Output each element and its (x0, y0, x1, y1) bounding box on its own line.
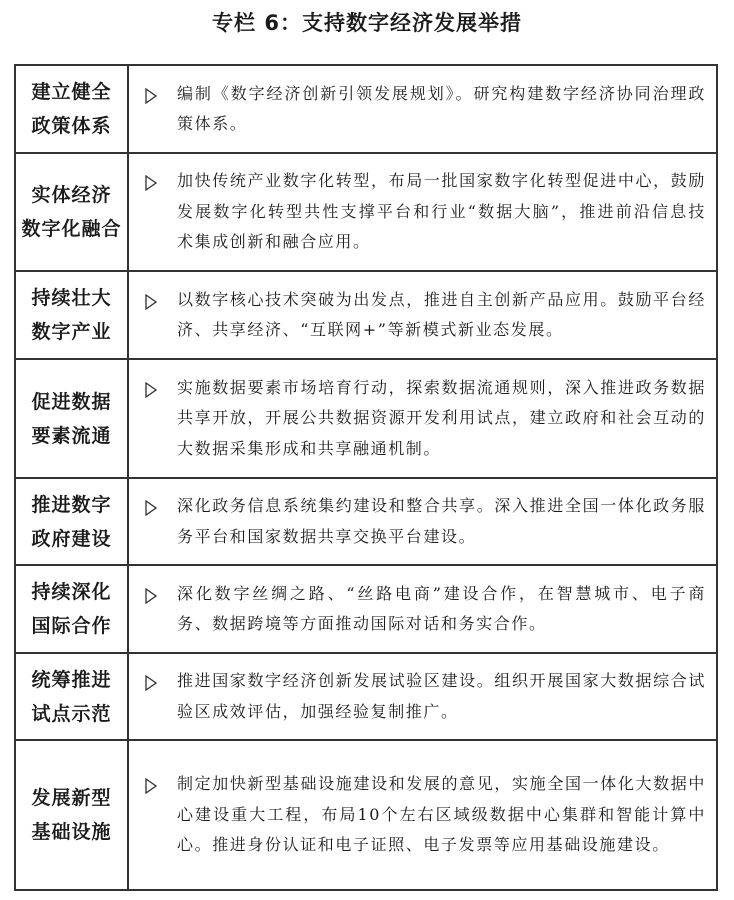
hollow-arrow-icon (145, 166, 167, 200)
category-line: 推进数字 (31, 493, 112, 516)
content-cell (128, 153, 717, 271)
table-row (15, 271, 717, 359)
content-text: 推进国家数字经济创新发展试验区建设。组织开展国家大数据综合试验区成效评估，加强经验复制推广。 (177, 671, 706, 721)
table-row (15, 478, 717, 565)
category-cell (15, 65, 128, 153)
hollow-arrow-icon (145, 491, 167, 525)
content-text: 以数字核心技术突破为出发点，推进自主创新产品应用。鼓励平台经济、共享经济、“互联网+”等新模式新业态发展。 (177, 289, 706, 339)
hollow-arrow-icon (145, 769, 167, 803)
content-cell (128, 565, 717, 653)
category-line: 持续深化 (31, 581, 112, 603)
table-row (15, 565, 717, 653)
category-line: 持续壮大 (31, 287, 112, 309)
category-line: 政府建设 (31, 527, 112, 550)
content-text: 深化政务信息系统集约建设和整合共享。深入推进全国一体化政务服务平台和国家数据共享交换平台建设。 (177, 496, 706, 546)
content-cell (128, 359, 717, 478)
content-text: 实施数据要素市场培育行动，探索数据流通规则，深入推进政务数据共享开放，开展公共数据资源开发利用试点，建立政府和社会互动的大数据采集形成和共享融通机制。 (177, 377, 706, 458)
table-row (15, 740, 717, 890)
hollow-arrow-icon (145, 79, 167, 113)
content-text: 编制《数字经济创新引领发展规划》。研究构建数字经济协同治理政策体系。 (177, 83, 706, 133)
table-row (15, 65, 717, 153)
category-line: 促进数据 (31, 390, 112, 413)
page-title: 专栏 6：支持数字经济发展举措 (212, 11, 522, 35)
hollow-arrow-icon (145, 285, 167, 319)
category-line: 国际合作 (31, 615, 112, 637)
content-cell (128, 271, 717, 359)
hollow-arrow-icon (145, 373, 167, 407)
category-line: 发展新型 (31, 787, 112, 809)
table-row (15, 153, 717, 271)
category-cell (15, 359, 128, 478)
hollow-arrow-icon (145, 666, 167, 700)
category-line: 统筹推进 (31, 668, 112, 691)
table-row (15, 653, 717, 740)
content-cell (128, 478, 717, 565)
hollow-arrow-icon (145, 579, 167, 613)
category-line: 实体经济 (31, 184, 112, 206)
category-line: 要素流通 (31, 424, 112, 447)
category-line: 数字化融合 (21, 218, 122, 240)
category-line: 数字产业 (31, 321, 112, 343)
content-cell (128, 653, 717, 740)
content-cell (128, 740, 717, 890)
category-line: 建立健全 (31, 81, 112, 103)
category-cell (15, 271, 128, 359)
category-line: 基础设施 (31, 821, 112, 843)
category-cell (15, 565, 128, 653)
category-cell (15, 653, 128, 740)
category-cell (15, 478, 128, 565)
content-text: 加快传统产业数字化转型，布局一批国家数字化转型促进中心，鼓励发展数字化转型共性支撑平台和行业“数据大脑”，推进前沿信息技术集成创新和融合应用。 (177, 171, 706, 252)
table-row (15, 359, 717, 478)
category-cell (15, 153, 128, 271)
category-line: 试点示范 (31, 702, 112, 725)
measures-table (14, 64, 718, 891)
category-line: 政策体系 (31, 115, 112, 137)
content-text: 深化数字丝绸之路、“丝路电商”建设合作，在智慧城市、电子商务、数据跨境等方面推动国际对话和务实合作。 (177, 583, 706, 633)
content-text: 制定加快新型基础设施建设和发展的意见，实施全国一体化大数据中心建设重大工程，布局10个左右区域级数据中心集群和智能计算中心。推进身份认证和电子证照、电子发票等应用基础设施建设。 (177, 774, 706, 855)
category-cell (15, 740, 128, 890)
content-cell (128, 65, 717, 153)
